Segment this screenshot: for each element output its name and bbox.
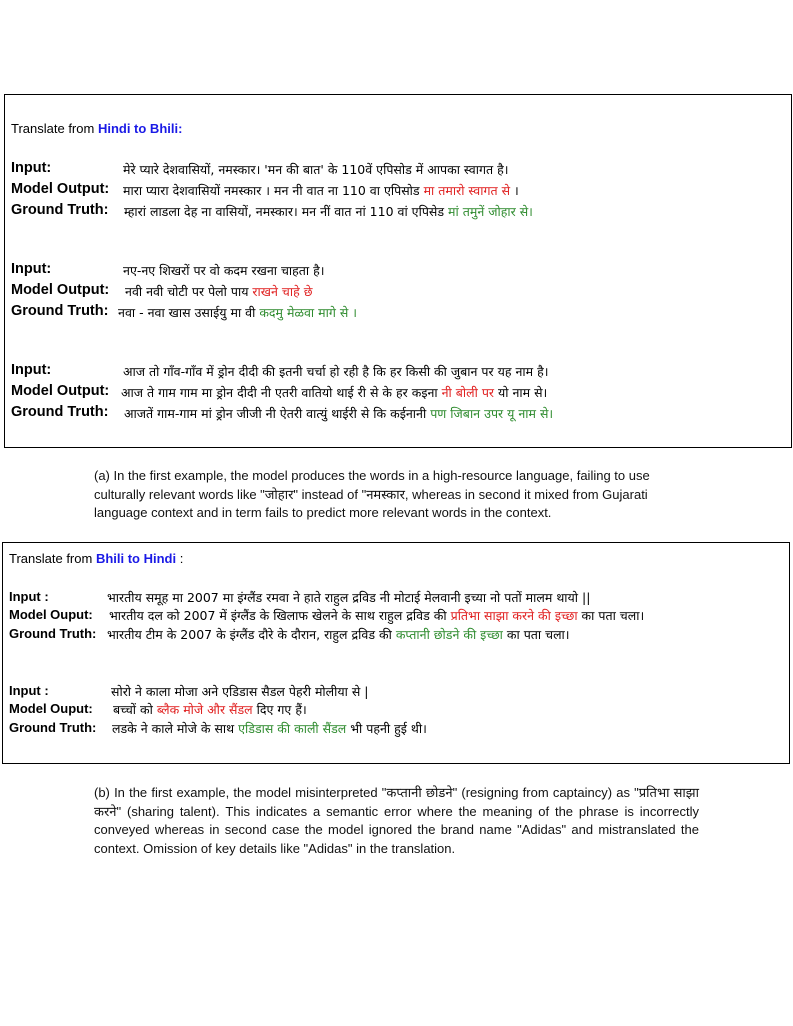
model-output-tail: यो नाम से। <box>494 385 548 400</box>
model-output-label: Model Ouput: <box>9 607 93 622</box>
ground-truth-highlight: कदमु मेळवा मागे से । <box>259 305 358 320</box>
model-output-label: Model Output: <box>11 383 110 399</box>
model-output-tail: का पता चला। <box>577 608 645 623</box>
ground-truth-highlight: पण जिबान उपर यू नाम से। <box>430 406 554 421</box>
model-output-label: Model Output: <box>11 282 110 298</box>
model-output-error: प्रतिभा साझा करने की इच्छा <box>450 608 578 623</box>
ground-truth-plain: आजतें गाम-गाम मां ड्रोन जीजी नी ऐतरी वात्युं थाईरी से कि कईनानी <box>124 406 431 421</box>
ground-truth-label: Ground Truth: <box>11 303 109 319</box>
ground-truth-label: Ground Truth: <box>9 626 97 641</box>
model-output-plain: नवी नवी चोटी पर पेलो पाय <box>125 284 253 299</box>
ground-truth-plain: नवा - नवा खास उसाईयु मा वी <box>118 305 260 320</box>
model-output-text <box>125 283 312 300</box>
model-output-error: ब्लैक मोजे और सैंडल <box>156 702 253 717</box>
panel-b-title-prefix: Translate from <box>9 551 96 566</box>
ground-truth-label: Ground Truth: <box>11 404 109 420</box>
ground-truth-highlight: एडिडास की काली सैंडल <box>238 721 347 736</box>
panel-a-title-direction: Hindi to Bhili: <box>97 121 183 136</box>
input-text: आज तो गाँव-गाँव में ड्रोन दीदी की इतनी चर्चा हो रही है कि हर किसी की जुबान पर यह नाम है। <box>123 364 549 379</box>
model-output-text <box>121 384 547 401</box>
model-output-text <box>109 607 644 624</box>
model-output-plain: आज ते गाम गाम मा ड्रोन दीदी नी एतरी वातियो थाई री से के हर कइना <box>121 385 442 400</box>
model-output-plain: बच्चों को <box>113 702 157 717</box>
ground-truth-text <box>124 203 533 220</box>
model-output-error: राखने चाहे छे <box>252 284 313 299</box>
input-text: मेरे प्यारे देशवासियों, नमस्कार। 'मन की बात' के 110वें एपिसोड में आपका स्वागत है। <box>123 162 509 177</box>
caption-b: (b) In the first example, the model misinterpreted "कप्तानी छोडने" (resigning from captaincy) as "प्रतिभा साझा करने" (sharing talent). This indicates a semantic error where the meaning of the phrase is incorrectly conveyed whereas in second case the model ignored the brand name "Adidas" and mistranslated the context. Omission of key details like "Adidas" in the translation. <box>94 785 699 856</box>
input-text: सोरो ने काला मोजा अने एडिडास सैडल पेहरी मोलीया से | <box>111 684 369 699</box>
model-output-tail: । <box>510 183 519 198</box>
ground-truth-plain: लडके ने काले मोजे के साथ <box>112 721 239 736</box>
panel-a-title <box>11 121 182 136</box>
panel-b-title <box>9 551 183 566</box>
ground-truth-tail: भी पहनी हुई थी। <box>346 721 427 736</box>
panel-a-title-prefix: Translate from <box>11 121 98 136</box>
ground-truth-plain: म्हारां लाडला देह ना वासियों, नमस्कार। मन नीं वात नां 110 वां एपिसेड <box>124 204 449 219</box>
ground-truth-label: Ground Truth: <box>11 202 109 218</box>
ground-truth-text <box>112 720 427 737</box>
ground-truth-highlight: मां तमुनें जोहार से। <box>448 204 533 219</box>
model-output-error: नी बोली पर <box>441 385 495 400</box>
ground-truth-label: Ground Truth: <box>9 720 97 735</box>
caption-a: (a) In the first example, the model produces the words in a high-resource language, failing to use culturally relevant words like "जोहार" instead of "नमस्कार, whereas in second it mixed from Gujarati language context and in term fails to predict more relevant words in the context. <box>94 468 650 520</box>
model-output-plain: भारतीय दल को 2007 में इंग्लैंड के खिलाफ खेलने के साथ राहुल द्रविड की <box>109 608 451 623</box>
model-output-tail: दिए गए हैं। <box>252 702 307 717</box>
model-output-error: मा तमारो स्वागत से <box>423 183 511 198</box>
input-text: नए-नए शिखरों पर वो कदम रखना चाहता है। <box>123 263 325 278</box>
ground-truth-tail: का पता चला। <box>502 627 570 642</box>
ground-truth-text <box>124 405 553 422</box>
input-label: Input: <box>11 261 52 277</box>
input-label: Input : <box>9 589 49 604</box>
input-label: Input: <box>11 160 52 176</box>
panel-b-title-direction: Bhili to Hindi <box>95 551 177 566</box>
panel-b-title-suffix: : <box>176 551 184 566</box>
input-text: भारतीय समूह मा 2007 मा इंग्लैंड रमवा ने हाते राहुल द्रविड नी मोटाई मेलवानी इच्या नो पतों मालम थायो || <box>107 590 591 605</box>
model-output-plain: मारा प्यारा देशवासियों नमस्कार । मन नी वात ना 110 वा एपिसोड <box>123 183 424 198</box>
ground-truth-text <box>107 626 570 643</box>
input-label: Input: <box>11 362 52 378</box>
model-output-text <box>113 701 307 718</box>
input-label: Input : <box>9 683 49 698</box>
ground-truth-highlight: कप्तानी छोडने की इच्छा <box>395 627 503 642</box>
model-output-text <box>123 182 519 199</box>
model-output-label: Model Ouput: <box>9 701 93 716</box>
model-output-label: Model Output: <box>11 181 110 197</box>
ground-truth-text <box>118 304 357 321</box>
ground-truth-plain: भारतीय टीम के 2007 के इंग्लैंड दौरे के दौरान, राहुल द्रविड की <box>107 627 396 642</box>
